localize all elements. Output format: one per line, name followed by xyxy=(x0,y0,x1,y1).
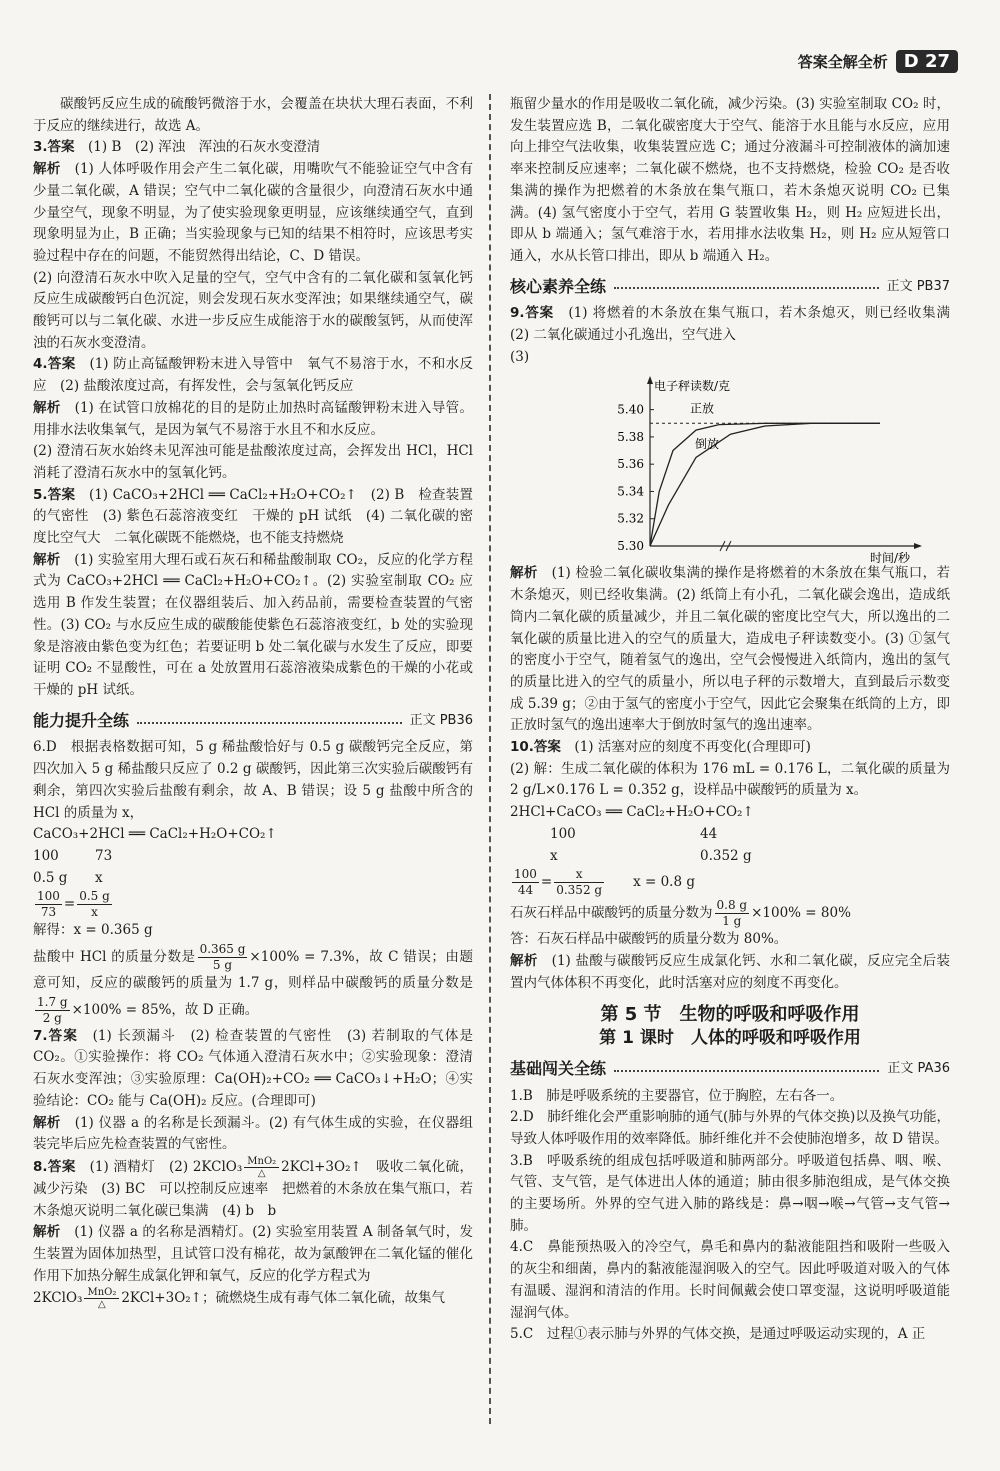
q3-analysis-2: (2) 向澄清石灰水中吹入足量的空气，空气中含有的二氧化碳和氢氧化钙反应生成碳酸钙白色沉淀，则会发现石灰水变浑浊；如果继续通空气，碳酸钙可以与二氧化碳、水进一步反应生成能溶于水的碳酸氢钙，从而使浑浊的石灰水变澄清。 xyxy=(33,269,473,351)
left-column xyxy=(33,94,473,1310)
series-line-2 xyxy=(650,424,880,547)
y-tick-label: 5.36 xyxy=(617,457,644,472)
balance-reading-chart xyxy=(510,368,950,563)
section-title: 核心素养全练 xyxy=(510,276,607,296)
column-divider xyxy=(489,94,491,1424)
x-axis-arrow xyxy=(914,543,922,549)
q4-answer: 4.答案 (1) 防止高锰酸钾粉末进入导管中 氧气不易溶于水，不和水反应 (2) 盐酸浓度过高，有挥发性，会与氢氧化钙反应 xyxy=(33,356,473,395)
basic-q5: 5.C 过程①表示肺与外界的气体交换，是通过呼吸运动实现的，A 正 xyxy=(510,1326,926,1343)
x-axis-label: 时间/秒 xyxy=(870,551,911,564)
basic-q4: 4.C 鼻能预热吸入的冷空气，鼻毛和鼻内的黏液能阻挡和吸附一些吸入的灰尘和细菌，鼻内的黏液能湿润吸入的空气。因此呼吸道对吸入的气体有温暖、湿润和清洁的作用。长时间佩戴会使口罩变湿，这说明呼吸道能湿润气体。 xyxy=(510,1239,950,1321)
q10-step1: (2) 解：生成二氧化碳的体积为 176 mL = 0.176 L，二氧化碳的质量为 2 g/L×0.176 L = 0.352 g，设样品中碳酸钙的质量为 x。 xyxy=(510,760,950,799)
q10-percentage: 石灰石样品中碳酸钙的质量分数为 $\frac{0.8 g}{1 g}$ ×100% = 80% xyxy=(510,898,851,929)
q7-answer: 7.答案 (1) 长颈漏斗 (2) 检查装置的气密性 (3) 若制取的气体是 CO₂。①实验操作：将 CO₂ 气体通入澄清石灰水中；②实验现象：澄清石灰水变浑浊；③实验原理：Ca(OH)₂+CO₂ ══ CaCO₃↓+H₂O；④实验结论：CO₂ 能与 Ca(OH)₂ 反应。(合理即可) xyxy=(33,1027,473,1109)
y-tick-label: 5.40 xyxy=(617,403,644,418)
basic-q2: 2.D 肺纤维化会严重影响肺的通气(肺与外界的气体交换)以及换气功能，导致人体呼吸作用的效率降低。肺纤维化并不会使肺泡增多，故 D 错误。 xyxy=(510,1109,950,1147)
series-label: 正放 xyxy=(690,401,715,416)
q7-analysis: 解析 (1) 仪器 a 的名称是长颈漏斗。(2) 有气体生成的实验，在仪器组装完毕后应先检查装置的气密性。 xyxy=(33,1114,473,1153)
q10-mass-row: 100 44 xyxy=(550,825,718,842)
lesson-heading: 第 1 课时 人体的呼吸和呼吸作用 xyxy=(599,1028,861,1049)
q10-final-answer: 答：石灰石样品中碳酸钙的质量分数为 80%。 xyxy=(510,931,788,948)
q10-proportion: $\frac{100}{44}$ = $\frac{x}{0.352 g}$ x = 0.8 g xyxy=(514,867,695,898)
q10-value-row: x 0.352 g xyxy=(550,847,752,864)
section-title: 能力提升全练 xyxy=(33,710,130,730)
q9-analysis: 解析 (1) 检验二氧化碳收集满的操作是将燃着的木条放在集气瓶口，若木条熄灭，则已经收集满。(2) 纸筒上有小孔，二氧化碳会逸出，造成纸筒内二氧化碳的质量减少，并且二氧化碳的密度比空气大，所以逸出的二氧化碳的质量比进入的空气的质量大，造成电子秤读数变小。(3) ①氢气的密度小于空气，随着氢气的逸出，空气会慢慢进入纸筒内，逸出的氢气的质量比进入的空气的质量小，所以电子秤的示数增大，直到最后示数变成 5.39 g；②由于氢气的密度小于空气，因此它会聚集在纸筒的上方，即正放时氢气的逸出速率大于倒放时氢气的逸出速率。 xyxy=(510,565,951,734)
section-page-ref: 正文 PB37 xyxy=(886,278,950,294)
q6-conclusion: 盐酸中 HCl 的质量分数是 $\frac{0.365 g}{5 g}$ ×100% = 7.3%，故 C 错误；由题意可知，反应的碳酸钙的质量为 1.7 g，则样品中碳酸钙的质量分数是 $\frac{1.7 g}{2 g}$ ×100% = 85%，故 D 正确。 xyxy=(33,942,473,1025)
section-page-ref: 正文 PA36 xyxy=(887,1060,950,1076)
q6-proportion: $\frac{100}{73}$ = $\frac{0.5 g}{x}$ xyxy=(37,889,110,920)
page-number-badge: D 27 xyxy=(896,50,958,73)
header-title: 答案全解全析 xyxy=(797,53,888,71)
q5-answer: 5.答案 (1) CaCO₃+2HCl ══ CaCl₂+H₂O+CO₂↑ (2) B 检查装置的气密性 (3) 紫色石蕊溶液变红 干燥的 pH 试纸 (4) 二氧化碳的密度比空气大 二氧化碳既不能燃烧，也不能支持燃烧 xyxy=(33,486,474,547)
q6-value-row: 0.5 g x xyxy=(33,869,103,886)
series-label: 倒放 xyxy=(695,437,720,452)
q4-analysis: 解析 (1) 在试管口放棉花的目的是防止加热时高锰酸钾粉末进入导管。用排水法收集氧气，是因为氧气不易溶于水且不和水反应。 xyxy=(33,399,474,438)
y-tick-label: 5.38 xyxy=(617,430,644,445)
right-column xyxy=(510,94,964,1346)
q6-text: 6.D 根据表格数据可知，5 g 稀盐酸恰好与 0.5 g 碳酸钙完全反应，第四次加入 5 g 稀盐酸只反应了 0.2 g 碳酸钙，因此第三次实验后碳酸钙有剩余，第四次实验后盐酸有剩余，故 A、B 错误；设 5 g 盐酸中所含的 HCl 的质量为 x， xyxy=(33,739,473,821)
y-axis-label: 电子秤读数/克 xyxy=(654,379,731,394)
y-tick-label: 5.34 xyxy=(617,484,644,499)
basic-q1: 1.B 肺是呼吸系统的主要器官，位于胸腔，左右各一。 xyxy=(510,1087,844,1104)
q9-answer: 9.答案 (1) 将燃着的木条放在集气瓶口，若木条熄灭，则已经收集满 (2) 二氧化碳通过小孔逸出，空气进入 xyxy=(510,305,964,344)
q4-analysis-2: (2) 澄清石灰水始终未见浑浊可能是盐酸浓度过高，会挥发出 HCl，HCl 消耗了澄清石灰水中的氢氧化钙。 xyxy=(33,443,473,481)
series-line-1 xyxy=(650,424,880,547)
section-header-core xyxy=(510,276,950,298)
q6-mass-row: 100 73 xyxy=(33,847,113,864)
section-header-basic xyxy=(510,1058,950,1080)
q10-analysis: 解析 (1) 盐酸与碳酸钙反应生成氯化钙、水和二氧化碳，反应完全后装置内气体体积不再变化，此时活塞对应的刻度不再变化。 xyxy=(510,952,951,991)
section-header-ability xyxy=(33,710,473,732)
basic-q3: 3.B 呼吸系统的组成包括呼吸道和肺两部分。呼吸道包括鼻、咽、喉、气管、支气管，是气体进出人体的通道；肺由很多肺泡组成，是气体交换的主要场所。外界的空气进入肺的路线是：鼻→咽→喉→气管→支气管→肺。 xyxy=(510,1152,950,1234)
paragraph: 碳酸钙反应生成的硫酸钙微溶于水，会覆盖在块状大理石表面，不利于反应的继续进行，故选 A。 xyxy=(33,96,473,134)
section-title: 基础闯关全练 xyxy=(510,1058,607,1078)
section-heading: 第 5 节 生物的呼吸和呼吸作用 xyxy=(600,1004,860,1026)
q8-answer: 8.答案 (1) 酒精灯 (2) 2KClO₃ MnO₂ △ 2KCl+3O₂↑ 吸收二氧化硫，减少污染 (3) BC 可以控制反应速率 把燃着的木条放在集气瓶口，若木条熄灭说明二氧化碳已集满 (4) b b xyxy=(33,1155,473,1219)
q3-analysis: 解析 (1) 人体呼吸作用会产生二氧化碳，用嘴吹气不能验证空气中含有少量二氧化碳，A 错误；空气中二氧化碳的含量很少，向澄清石灰水中通少量空气，现象不明显，为了使实验现象更明显，应该继续通空气，直到现象明显为止，B 正确；当实验现象与已知的结果不相符时，应该思考实验过程中存在的问题，不能贸然得出结论，C、D 错误。 xyxy=(33,161,474,264)
q8-equation: 2KClO₃ MnO₂ △ 2KCl+3O₂↑；硫燃烧生成有毒气体二氧化硫，故集气 xyxy=(33,1287,445,1311)
q10-answer: 10.答案 (1) 活塞对应的刻度不再变化(合理即可) xyxy=(510,739,811,756)
y-axis-arrow xyxy=(647,376,653,384)
y-tick-label: 5.32 xyxy=(617,512,644,527)
line-chart xyxy=(510,368,950,563)
section-page-ref: 正文 PB36 xyxy=(409,712,473,728)
q3-answer: 3.答案 (1) B (2) 浑浊 浑浊的石灰水变澄清 xyxy=(33,139,321,156)
q6-equation: CaCO₃+2HCl ══ CaCl₂+H₂O+CO₂↑ xyxy=(33,826,277,843)
y-tick-label: 5.30 xyxy=(617,539,644,554)
q10-equation: 2HCl+CaCO₃ ══ CaCl₂+H₂O+CO₂↑ xyxy=(510,804,754,821)
page-header xyxy=(798,50,958,73)
paragraph: 瓶留少量水的作用是吸收二氧化硫，减少污染。(3) 实验室制取 CO₂ 时，发生装置应选 B，二氧化碳密度大于空气、能溶于水且能与水反应，应用向上排空气法收集，收集装置应选 C；通过分液漏斗可控制液体的滴加速率来控制反应速率；二氧化碳不燃烧，也不支持燃烧，检验 CO₂ 是否收集满的操作为把燃着的木条放在集气瓶口，若木条熄灭说明 CO₂ 已集满。(4) 氢气密度小于空气，若用 G 装置收集 H₂，则 H₂ 应短进长出，即从 b 端通入；氢气难溶于水，若用排水法收集 H₂，则 H₂ 应从短管口通入，水从长管口排出，即从 b 端通入 H₂。 xyxy=(510,96,950,264)
q8-analysis: 解析 (1) 仪器 a 的名称是酒精灯。(2) 实验室用装置 A 制备氧气时，发生装置为固体加热型，且试管口没有棉花，故为氯酸钾在二氧化锰的催化作用下加热分解生成氯化钾和氧气，反应的化学方程式为 xyxy=(33,1224,473,1284)
q5-analysis: 解析 (1) 实验室用大理石或石灰石和稀盐酸制取 CO₂，反应的化学方程式为 CaCO₃+2HCl ══ CaCl₂+H₂O+CO₂↑。(2) 实验室制取 CO₂ 应选用 B 作发生装置；在仪器组装后、加入药品前，需要检查装置的气密性。(3) CO₂ 与水反应生成的碳酸能使紫色石蕊溶液变红，b 处的实验现象是溶液由紫色变为红色；若要证明 b 处二氧化碳与水发生了反应，即要证明 CO₂ 不显酸性，可在 a 处放置用石蕊溶液染成紫色的干燥的小花或干燥的 pH 试纸。 xyxy=(33,551,473,698)
q9-part3: (3) xyxy=(510,348,530,365)
q6-solution: 解得：x = 0.365 g xyxy=(33,922,153,939)
